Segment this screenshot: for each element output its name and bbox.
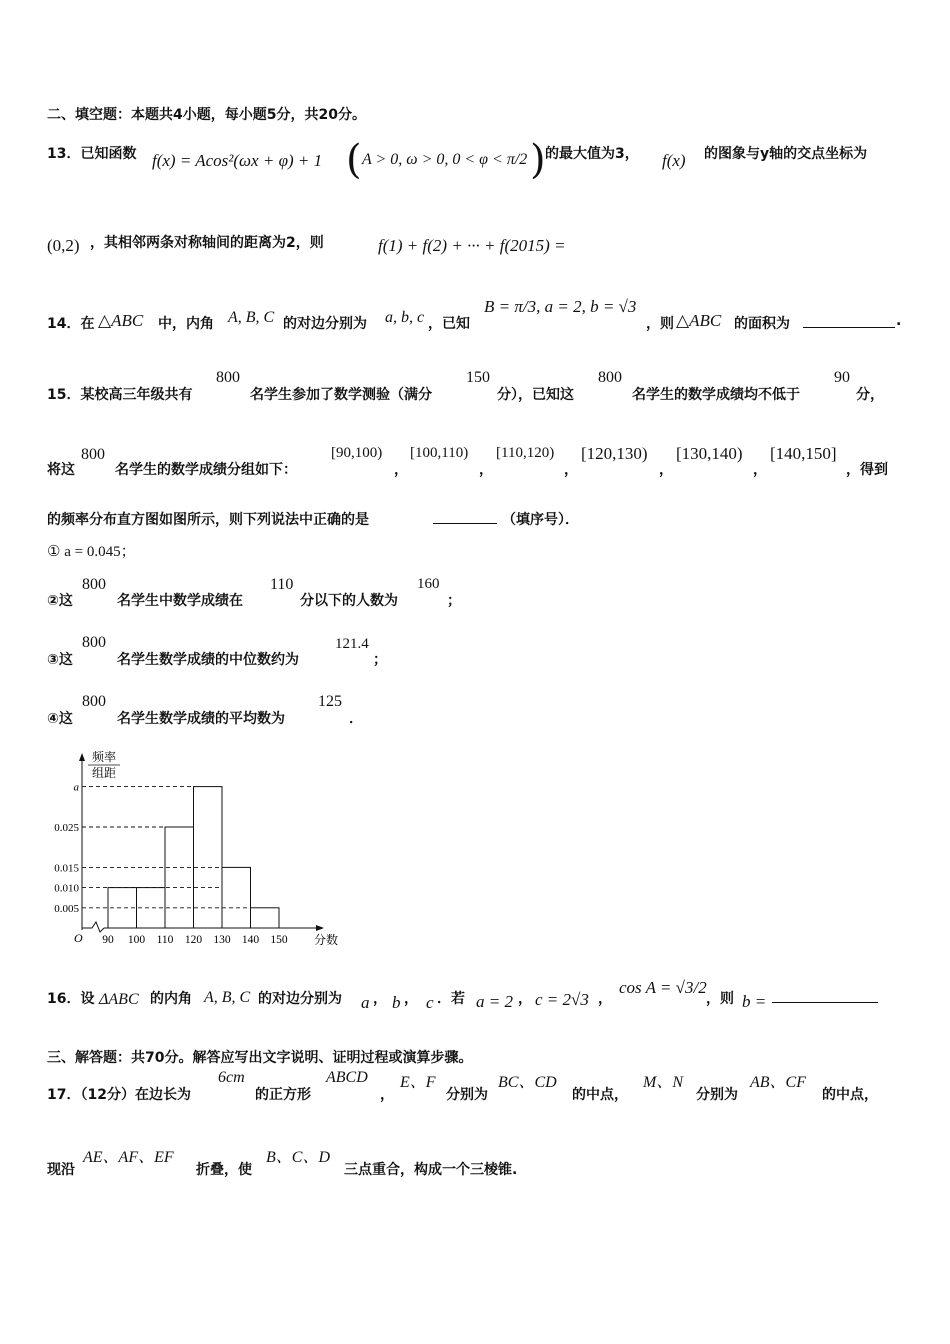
q13-answer-blank[interactable] xyxy=(610,248,611,249)
q15-n1: 800 xyxy=(216,369,240,386)
q13-condition: A > 0, ω > 0, 0 < φ < π/2 xyxy=(362,151,528,168)
q15-min-score: 90 xyxy=(834,369,850,386)
q15-option-3-text: 名学生数学成绩的中位数约为 xyxy=(117,652,299,668)
y-tick-label: 0.025 xyxy=(54,822,79,834)
q15-option-4-text: 名学生数学成绩的平均数为 xyxy=(117,711,285,727)
q17-text-6: 的中点， xyxy=(822,1087,878,1103)
y-label-bottom: 组距 xyxy=(91,766,117,780)
q15-group-4: [120,130) xyxy=(581,444,648,463)
q13-left-paren: ( xyxy=(346,137,362,183)
q15-text-4: 分， xyxy=(856,387,884,403)
q15-option-3-result: 121.4 xyxy=(335,636,369,652)
q14-triangle-2: △ABC xyxy=(676,311,722,330)
q16-answer-blank[interactable] xyxy=(772,988,878,1003)
q15-option-1: ① a = 0.045； xyxy=(47,544,136,560)
q15-text-5: 将这 xyxy=(47,462,75,478)
q14-triangle: △ABC xyxy=(98,311,144,330)
frequency-histogram xyxy=(40,745,340,953)
q16-comma-3: ， xyxy=(518,991,532,1007)
q17-bcd: B、C、D xyxy=(266,1149,331,1166)
q13-right-paren: ) xyxy=(530,137,546,183)
q17-text-5: 分别为 xyxy=(696,1087,738,1103)
q15-group-6: [140,150] xyxy=(770,444,837,463)
q15-option-3-end: ； xyxy=(373,652,387,668)
q15-option-3-prefix: ③这 xyxy=(47,652,73,668)
x-tick-label: 110 xyxy=(156,934,174,946)
q15-sep-2: ， xyxy=(479,462,493,478)
q16-side-c: c xyxy=(426,993,434,1012)
q15-text-1: 名学生参加了数学测验（满分 xyxy=(250,387,432,403)
y-label-top: 频率 xyxy=(91,750,117,764)
q15-option-2-result: 160 xyxy=(417,576,440,592)
q16-comma-1: ， xyxy=(373,991,387,1007)
q17-text-2: ， xyxy=(380,1087,394,1103)
q17-text-9: 三点重合，构成一个三棱锥. xyxy=(344,1162,518,1178)
q17-text-3: 分别为 xyxy=(446,1087,488,1103)
q13-text-c: ，其相邻两条对称轴间的距离为2，则 xyxy=(90,235,324,251)
q13-fx: f(x) xyxy=(662,151,686,170)
q14-text-3: ，已知 xyxy=(428,316,470,332)
x-tick-label: 120 xyxy=(184,934,203,946)
q16-side-a: a xyxy=(361,993,370,1012)
q13-number: 13．已知函数 xyxy=(47,146,137,162)
x-tick-label: 150 xyxy=(270,934,288,946)
q17-ab-cf: AB、CF xyxy=(750,1074,806,1091)
q17-text-7: 现沿 xyxy=(47,1162,75,1178)
q16-text-4: ，则 xyxy=(706,991,734,1007)
histogram-bar xyxy=(194,787,223,928)
q13-formula: f(x) = Acos²(ωx + φ) + 1 xyxy=(152,151,323,170)
q15-option-2-prefix: ②这 xyxy=(47,593,73,609)
q16-text-1: 的内角 xyxy=(150,991,192,1007)
q15-sep-5: ， xyxy=(753,462,767,478)
q15-text-2: 分），已知这 xyxy=(497,387,574,403)
q16-c-value: c = 2√3 xyxy=(535,990,589,1009)
q15-sep-1: ， xyxy=(394,462,408,478)
q15-option-4-prefix: ④这 xyxy=(47,711,73,727)
q16-text-3: ．若 xyxy=(437,991,465,1007)
q13-point: (0,2) xyxy=(47,236,80,255)
y-tick-label: 0.015 xyxy=(54,862,79,875)
q13-text-b: 的图象与y轴的交点坐标为 xyxy=(704,146,868,162)
q15-text-8: 的频率分布直方图如图所示，则下列说法中正确的是 xyxy=(47,512,369,528)
y-tick-label: 0.005 xyxy=(54,902,79,915)
histogram-bar xyxy=(165,827,194,928)
y-tick-label: a xyxy=(73,781,79,794)
q15-group-2: [100,110) xyxy=(410,445,469,461)
q17-folds: AE、AF、EF xyxy=(83,1149,174,1166)
q15-n2: 800 xyxy=(598,369,622,386)
q15-text-3: 名学生的数学成绩均不低于 xyxy=(632,387,800,403)
q17-text-8: 折叠，使 xyxy=(196,1162,252,1178)
q14-answer-blank[interactable] xyxy=(803,313,895,328)
q15-option-2-text-2: 分以下的人数为 xyxy=(300,593,398,609)
x-tick-label: 140 xyxy=(241,934,260,946)
q15-text-7: ，得到 xyxy=(846,462,888,478)
q14-end: . xyxy=(896,313,902,329)
q15-option-2-n: 800 xyxy=(82,576,106,593)
q16-triangle: ΔABC xyxy=(99,991,139,1008)
y-tick-label: 0.010 xyxy=(54,882,79,895)
q15-option-2-end: ； xyxy=(447,593,461,609)
q14-text-4: ，则 xyxy=(646,316,674,332)
q15-option-4-end: ． xyxy=(349,711,363,727)
q16-comma-2: ， xyxy=(404,991,418,1007)
q14-given: B = π/3, a = 2, b = √3 xyxy=(484,297,637,316)
x-tick-label: 130 xyxy=(213,934,231,946)
q14-text-2: 的对边分别为 xyxy=(283,316,367,332)
histogram-bar xyxy=(222,867,251,928)
q15-group-5: [130,140) xyxy=(676,444,743,463)
q15-answer-blank[interactable] xyxy=(433,509,497,524)
q15-option-2-score: 110 xyxy=(270,576,294,593)
q14-text-1: 中，内角 xyxy=(158,316,214,332)
q16-a-value: a = 2 xyxy=(476,992,513,1011)
q14-sides: a, b, c xyxy=(385,309,425,326)
y-axis-arrow xyxy=(79,753,85,761)
histogram-bar xyxy=(251,908,280,928)
q16-number: 16．设 xyxy=(47,991,95,1007)
q15-option-3-n: 800 xyxy=(82,634,106,651)
q17-ef: E、F xyxy=(400,1074,436,1091)
q15-full-score: 150 xyxy=(466,369,490,386)
q17-number: 17．（12分）在边长为 xyxy=(47,1087,191,1103)
q15-text-9: （填序号）． xyxy=(502,512,579,528)
q15-group-1: [90,100) xyxy=(331,445,383,461)
q14-text-5: 的面积为 xyxy=(734,316,790,332)
q16-comma-4: ， xyxy=(598,991,612,1007)
q15-sep-4: ， xyxy=(659,462,673,478)
q14-number: 14．在 xyxy=(47,316,95,332)
q16-cos: cos A = √3/2 xyxy=(619,978,707,997)
q13-text-a: 的最大值为3， xyxy=(545,146,639,162)
q16-side-b: b xyxy=(392,993,401,1012)
x-axis-arrow xyxy=(316,925,324,931)
q15-text-6: 名学生的数学成绩分组如下： xyxy=(115,462,297,478)
x-tick-label: 90 xyxy=(102,934,114,946)
q17-bc-cd: BC、CD xyxy=(498,1074,557,1091)
q15-group-3: [110,120) xyxy=(496,445,555,461)
origin-label: O xyxy=(74,931,83,945)
axis-break xyxy=(82,922,104,932)
q17-text-4: 的中点， xyxy=(572,1087,628,1103)
q15-option-4-result: 125 xyxy=(318,693,342,710)
q15-n3: 800 xyxy=(81,446,105,463)
q16-text-2: 的对边分别为 xyxy=(258,991,342,1007)
q16-angles: A, B, C xyxy=(204,989,251,1006)
q17-text-1: 的正方形 xyxy=(255,1087,311,1103)
q15-number: 15．某校高三年级共有 xyxy=(47,387,193,403)
q17-length: 6cm xyxy=(218,1069,245,1086)
section-3-heading: 三、解答题：共70分。解答应写出文字说明、证明过程或演算步骤。 xyxy=(47,1050,473,1066)
x-axis-label: 分数 xyxy=(314,933,339,947)
q15-option-4-n: 800 xyxy=(82,693,106,710)
q15-sep-3: ， xyxy=(564,462,578,478)
q13-sum: f(1) + f(2) + ··· + f(2015) = xyxy=(378,236,566,255)
q17-mn: M、N xyxy=(643,1074,684,1091)
q17-square: ABCD xyxy=(326,1069,368,1086)
q14-angles: A, B, C xyxy=(228,309,275,326)
section-2-heading: 二、填空题：本题共4小题，每小题5分，共20分。 xyxy=(47,107,366,123)
q15-option-2-text-1: 名学生中数学成绩在 xyxy=(117,593,243,609)
x-tick-label: 100 xyxy=(127,934,146,946)
q16-b-question: b = xyxy=(742,992,767,1011)
